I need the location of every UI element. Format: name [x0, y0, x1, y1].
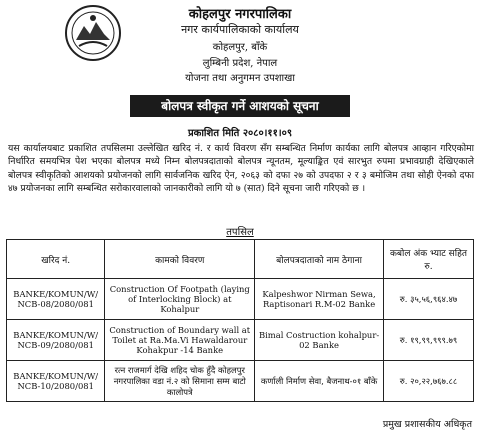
- work-description: Construction Of Footpath (laying of Interlocking Block) at Kohalpur: [105, 279, 255, 320]
- schedule-title: तपसिल: [226, 227, 254, 238]
- office-address: कोहलपुर, बाँके: [212, 42, 268, 53]
- office-name: नगर कार्यपालिकाको कार्यालय: [181, 23, 299, 36]
- procurement-no: BANKE/KOMUN/W/ NCB-09/2080/081: [7, 320, 105, 361]
- header-bidder: बोलपत्रदाताको नाम ठेगाना: [255, 240, 384, 279]
- published-date: प्रकाशित मिति २०८०।११।०९: [187, 128, 293, 139]
- header-procurement-no: खरिद नं.: [7, 240, 105, 279]
- signatory-title: प्रमुख प्रशासकीय अधिकृत: [382, 419, 472, 430]
- notice-title-banner: बोलपत्र स्वीकृत गर्ने आशयको सूचना: [130, 95, 350, 117]
- header-work-description: कामको विवरण: [105, 240, 255, 279]
- procurement-no: BANKE/KOMUN/W/ NCB-08/2080/081: [7, 279, 105, 320]
- bidder-name: Bimal Costruction kohalpur-02 Banke: [255, 320, 384, 361]
- bid-amount: रु. १९,९९,९९९.७९: [384, 320, 474, 361]
- bidder-name: कर्णाली निर्माण सेवा, बैजनाथ-०१ बाँके: [255, 361, 384, 402]
- province-name: लुम्बिनी प्रदेश, नेपाल: [202, 58, 278, 69]
- work-description: Construction of Boundary wall at Toilet at Ra.Ma.Vi Hawaldarour Kohakpur -14 Banke: [105, 320, 255, 361]
- table-row: [7, 279, 474, 320]
- table-row: [7, 320, 474, 361]
- work-description: रत्न राजमार्ग देखि शहिद चोक हुँदै कोहलपुर नगरपालिका वडा नं.२ को सिमाना सम्म बाटो कालोपत्रे: [105, 361, 255, 402]
- municipality-name: कोहलपुर नगरपालिका: [188, 7, 292, 22]
- table-row: [7, 361, 474, 402]
- bidder-name: Kalpeshwor Nirman Sewa, Raptisonari R.M-02 Banke: [255, 279, 384, 320]
- table-header-row: [7, 240, 474, 279]
- procurement-no: BANKE/KOMUN/W/ NCB-10/2080/081: [7, 361, 105, 402]
- notice-body: यस कार्यालयबाट प्रकाशित तपसिलमा उल्लेखित खरिद नं. र कार्य विवरण सँग सम्बन्धित निर्माण कार्यका लागि बोलपत्र आव्हान गरिएकोमा निर्धारित समयभित्र पेश भएका बोलपत्र मध्ये निम्न बोलपत्रदाताको बोलपत्र न्यूनतम, मूल्याङ्कित एवं सारभुत रुपमा प्रभावग्राही देखिएकाले बोलपत्र स्वीकृतिको आशयको प्रयोजनको लागि सार्वजनिक खरिद ऐन, २०६३ को दफा २७ को उपदफा २ र ३ बमोजिम तथा सोही ऐनको दफा ४७ प्रयोजनका लागि सम्बन्धित सरोकारवालाको जानकारीको लागि यो ७ (सात) दिने सूचना जारी गरिएको छ ।: [8, 143, 474, 195]
- header-bid-amount: कबोल अंक भ्याट सहित रु.: [384, 240, 474, 279]
- bid-amount: रु. ३५,५६,९६४.४७: [384, 279, 474, 320]
- section-name: योजना तथा अनुगमन उपशाखा: [185, 73, 295, 84]
- bid-table: [6, 239, 474, 402]
- bid-amount: रु. २०,२२,७६७.८८: [384, 361, 474, 402]
